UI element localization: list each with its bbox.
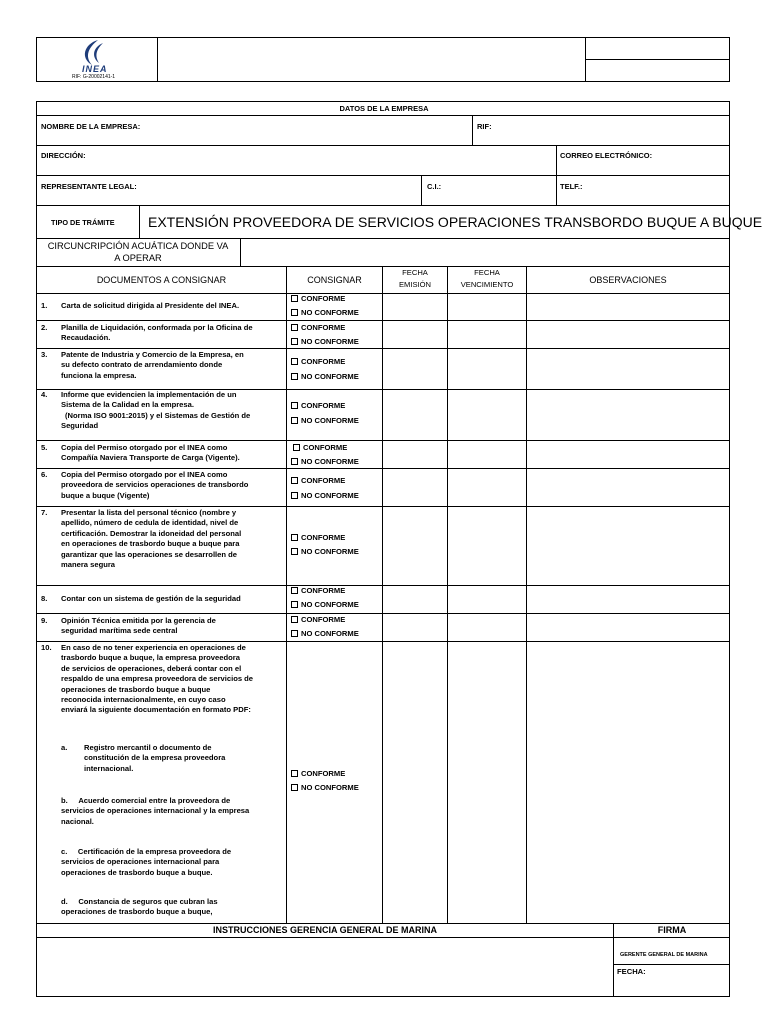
checkbox-icon[interactable]: [291, 784, 298, 791]
col-header-issue-2: EMISIÓN: [398, 280, 432, 289]
row-4-no-conforme[interactable]: NO CONFORME: [291, 416, 359, 425]
rule: [36, 205, 730, 206]
row-3-conforme[interactable]: CONFORME: [291, 357, 345, 366]
address-label: DIRECCIÓN:: [41, 151, 86, 160]
checkbox-icon[interactable]: [291, 601, 298, 608]
rule: [421, 175, 422, 205]
row-9-no-conforme[interactable]: NO CONFORME: [291, 629, 359, 638]
email-field[interactable]: [560, 160, 728, 174]
checkbox-icon[interactable]: [291, 338, 298, 345]
header-divider-left: [157, 37, 158, 82]
checkbox-icon[interactable]: [291, 534, 298, 541]
checkbox-icon[interactable]: [291, 324, 298, 331]
jurisdiction-label-1: CIRCUNCRIPCIÓN ACUÁTICA DONDE VA: [47, 241, 229, 251]
row-2-no-conforme[interactable]: NO CONFORME: [291, 337, 359, 346]
header-divider-right-h: [585, 59, 730, 60]
doc-row-5: 5. Copia del Permiso otorgado por el INEA como Compañía Naviera Transporte de Carga (Vigente).: [41, 443, 240, 463]
instructions-title: INSTRUCCIONES GERENCIA GENERAL DE MARINA: [212, 925, 437, 935]
procedure-type-value: EXTENSIÓN PROVEEDORA DE SERVICIOS OPERACIONES TRANSBORDO BUQUE A BUQUE: [148, 214, 763, 230]
checkbox-icon[interactable]: [291, 587, 298, 594]
row-8-conforme[interactable]: CONFORME: [291, 586, 345, 595]
ci-label: C.I.:: [427, 182, 442, 191]
doc-row-6: 6. Copia del Permiso otorgado por el INEA como proveedora de servicios operaciones de transbordo buque a buque (Vigente): [41, 470, 249, 500]
doc-row-10-item-c: c. Certificación de la empresa proveedora de servicios de operaciones internacional para operaciones de trasbordo buque a buque.: [61, 847, 232, 877]
rif-label: RIF:: [477, 122, 492, 131]
row-6-conforme[interactable]: CONFORME: [291, 476, 345, 485]
row-3-no-conforme[interactable]: NO CONFORME: [291, 372, 359, 381]
row-line: [36, 348, 730, 349]
col-header-consign: CONSIGNAR: [307, 275, 362, 285]
row-10-conforme[interactable]: CONFORME: [291, 769, 345, 778]
logo-text: INEA: [82, 64, 108, 74]
instructions-field[interactable]: [38, 939, 611, 995]
checkbox-icon[interactable]: [291, 492, 298, 499]
jurisdiction-field[interactable]: [242, 239, 728, 265]
doc-row-8: 8. Contar con un sistema de gestión de la seguridad: [41, 594, 241, 603]
doc-row-3: 3. Patente de Industria y Comercio de la Empresa, en su defecto contrato de arrendamiento donde funciona la empresa.: [41, 350, 244, 380]
row-9-conforme[interactable]: CONFORME: [291, 615, 345, 624]
row-line: [36, 613, 730, 614]
doc-row-10-item-b: b. Acuerdo comercial entre la proveedora de servicios de operaciones internacional y la empresa nacional.: [61, 796, 250, 826]
doc-row-10: 10. En caso de no tener experiencia en operaciones de trasbordo buque a buque, la empresa proveedora de servicios de operaciones, deberá contar con el respaldo de una empresa proveedora de servicios de operaciones de trasbordo buque a buque reconocida internacionalmente, en cuyo caso enviará la siguiente documentación en formato PDF:: [41, 643, 254, 715]
col-header-expiry-1: FECHA: [474, 268, 500, 277]
row-line: [36, 641, 730, 642]
row-2-conforme[interactable]: CONFORME: [291, 323, 345, 332]
signature-title: FIRMA: [657, 925, 687, 935]
col-line: [382, 266, 383, 923]
rif-field[interactable]: [497, 116, 727, 144]
inea-logo: [62, 38, 132, 82]
doc-row-10-item-d: d. Constancia de seguros que cubran las operaciones de trasbordo buque a buque,: [61, 897, 218, 917]
doc-row-9: 9. Opinión Técnica emitida por la gerencia de seguridad marítima sede central: [41, 616, 216, 636]
row-line: [36, 320, 730, 321]
rule: [613, 964, 730, 965]
legal-rep-label: REPRESENTANTE LEGAL:: [41, 182, 137, 191]
col-header-documents: DOCUMENTOS A CONSIGNAR: [96, 275, 227, 285]
col-header-expiry-2: VENCIMIENTO: [460, 280, 514, 289]
checkbox-icon[interactable]: [291, 630, 298, 637]
row-line: [36, 585, 730, 586]
checkbox-icon[interactable]: [291, 309, 298, 316]
rule: [556, 145, 557, 205]
col-header-observations: OBSERVACIONES: [589, 275, 667, 285]
signer-label: GERENTE GENERAL DE MARINA: [620, 952, 708, 958]
checkbox-icon[interactable]: [293, 444, 300, 451]
doc-row-10-item-a: a. Registro mercantil o documento de constitución de la empresa proveedora internacional.: [61, 743, 226, 773]
row-4-conforme[interactable]: CONFORME: [291, 401, 345, 410]
checkbox-icon[interactable]: [291, 295, 298, 302]
logo-rif: RIF: G-20002141-1: [72, 74, 116, 80]
checkbox-icon[interactable]: [291, 402, 298, 409]
checkbox-icon[interactable]: [291, 373, 298, 380]
row-7-no-conforme[interactable]: NO CONFORME: [291, 547, 359, 556]
address-field[interactable]: [95, 146, 553, 174]
row-line: [36, 440, 730, 441]
rule: [240, 238, 241, 266]
col-line: [447, 266, 448, 923]
legal-rep-field[interactable]: [150, 176, 418, 204]
doc-row-4: 4. Informe que evidencien la implementación de un Sistema de la Calidad en la empresa. (Norma ISO 9001:2015) y el Sistemas de Gestión de Seguridad: [41, 390, 251, 431]
phone-field[interactable]: [585, 176, 727, 204]
company-name-label: NOMBRE DE LA EMPRESA:: [41, 122, 141, 131]
section-title-company: DATOS DE LA EMPRESA: [339, 104, 429, 113]
col-line: [526, 266, 527, 923]
jurisdiction-label-2: A OPERAR: [114, 253, 162, 263]
col-line: [286, 266, 287, 923]
company-name-field[interactable]: [160, 116, 470, 144]
procedure-type-label: TIPO DE TRÁMITE: [51, 218, 115, 227]
rule: [36, 293, 730, 294]
checkbox-icon[interactable]: [291, 477, 298, 484]
row-5-no-conforme[interactable]: NO CONFORME: [291, 457, 359, 466]
col-header-issue-1: FECHA: [402, 268, 428, 277]
doc-row-2: 2. Planilla de Liquidación, conformada por la Oficina de Recaudación.: [41, 323, 253, 343]
checkbox-icon[interactable]: [291, 358, 298, 365]
checkbox-icon[interactable]: [291, 417, 298, 424]
phone-label: TELF.:: [560, 182, 583, 191]
checkbox-icon[interactable]: [291, 770, 298, 777]
row-line: [36, 468, 730, 469]
checkbox-icon[interactable]: [291, 616, 298, 623]
signature-date-label: FECHA:: [617, 967, 646, 976]
ci-field[interactable]: [445, 176, 553, 204]
row-10-no-conforme[interactable]: NO CONFORME: [291, 783, 359, 792]
checkbox-icon[interactable]: [291, 458, 298, 465]
row-5-conforme[interactable]: CONFORME: [293, 443, 347, 452]
email-label: CORREO ELECTRÓNICO:: [560, 151, 653, 160]
doc-row-1: 1. Carta de solicitud dirigida al Presidente del INEA.: [41, 301, 240, 310]
rule: [36, 266, 730, 267]
rule: [36, 937, 730, 938]
row-6-no-conforme[interactable]: NO CONFORME: [291, 491, 359, 500]
row-1-conforme[interactable]: CONFORME: [291, 294, 345, 303]
row-7-conforme[interactable]: CONFORME: [291, 533, 345, 542]
row-1-no-conforme[interactable]: NO CONFORME: [291, 308, 359, 317]
doc-row-7: 7. Presentar la lista del personal técnico (nombre y apellido, número de cedula de identidad, nivel de certificación. Demostrar la idoneidad del personal en operaciones de trasbordo buque a buque para garantizar que las operaciones se desarrollen de manera segura: [41, 508, 242, 570]
checkbox-icon[interactable]: [291, 548, 298, 555]
rule: [139, 205, 140, 238]
row-8-no-conforme[interactable]: NO CONFORME: [291, 600, 359, 609]
row-line: [36, 506, 730, 507]
rule: [472, 115, 473, 145]
